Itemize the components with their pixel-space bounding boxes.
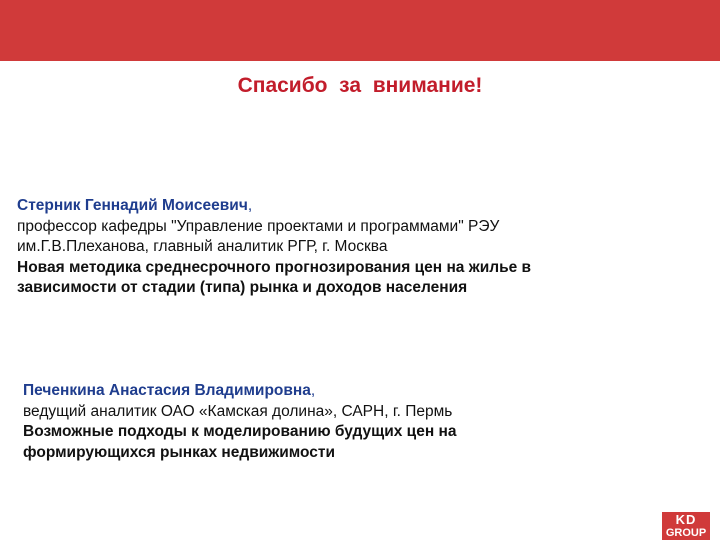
top-banner (0, 0, 720, 61)
logo-kd-text: KD (662, 512, 710, 527)
author-position-line-2: им.Г.В.Плеханова, главный аналитик РГР, г. Москва (17, 238, 388, 255)
page-title: Спасибо за внимание! (237, 74, 483, 97)
author-position-line-1: ведущий аналитик ОАО «Камская долина», САРН, г. Пермь (23, 402, 453, 420)
author-position-line-1: профессор кафедры "Управление проектами и программами" РЭУ (17, 217, 500, 235)
author-name: Стерник Геннадий Моисеевич (17, 197, 248, 214)
author-block-pechenkina (23, 381, 713, 463)
author-name-comma: , (247, 197, 253, 214)
author-name-line (17, 196, 707, 217)
talk-topic-line-1: Возможные подходы к моделированию будущих цен на (23, 423, 457, 440)
kd-group-logo (662, 512, 710, 540)
talk-topic-line-1: Новая методика среднесрочного прогнозирования цен на жилье в (17, 258, 532, 276)
talk-topic-line-2: зависимости от стадии (типа) рынка и доходов населения (17, 279, 468, 296)
author-name-comma: , (310, 382, 316, 399)
author-name: Печенкина Анастасия Владимировна (23, 382, 311, 399)
logo-group-text: GROUP (662, 527, 710, 540)
author-name-line (23, 381, 713, 402)
talk-topic-line-2: формирующихся рынках недвижимости (23, 443, 336, 461)
author-block-sternik (17, 196, 707, 299)
